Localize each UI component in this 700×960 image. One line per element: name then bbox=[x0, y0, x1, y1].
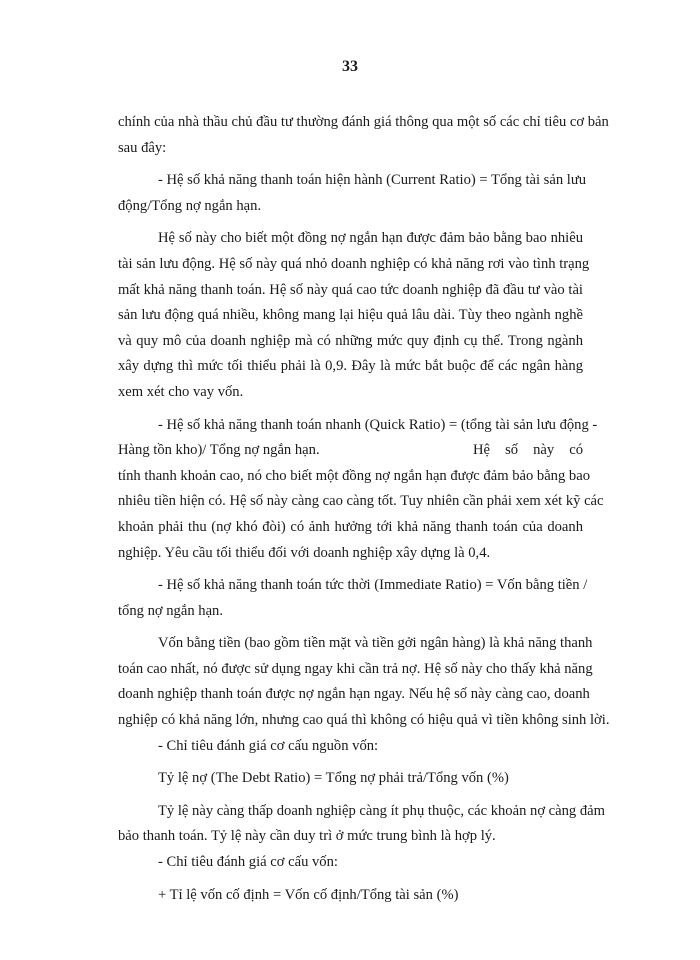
text-line: sản lưu động quá nhiều, không mang lại hiệu quả lâu dài. Tùy theo ngành nghề bbox=[118, 307, 583, 324]
text-line: bảo thanh toán. Tỷ lệ này cần duy trì ở mức trung bình là hợp lý. bbox=[118, 828, 496, 845]
text-line: chính của nhà thầu chủ đầu tư thường đánh giá thông qua một số các chỉ tiêu cơ bản bbox=[118, 114, 609, 130]
text-line: khoản phải thu (nợ khó đòi) có ảnh hưởng tới khả năng thanh toán của doanh bbox=[118, 518, 583, 535]
text-line: - Chỉ tiêu đánh giá cơ cấu vốn: bbox=[158, 854, 338, 871]
text-line: Hệ số này cho biết một đồng nợ ngắn hạn được đảm bảo bằng bao nhiêu bbox=[158, 230, 583, 247]
paragraph-intro bbox=[118, 110, 609, 161]
text-line: toán cao nhất, nó được sử dụng ngay khi cần trả nợ. Hệ số này cho thấy khả năng bbox=[118, 660, 593, 677]
text-line: tổng nợ ngắn hạn. bbox=[118, 602, 223, 619]
text-line: xem xét cho vay vốn. bbox=[118, 383, 244, 400]
text-line: Vốn bằng tiền (bao gồm tiền mặt và tiền gởi ngân hàng) là khả năng thanh bbox=[158, 635, 593, 652]
text-line: tính thanh khoản cao, nó cho biết một đồng nợ ngắn hạn được đảm bảo bằng bao bbox=[118, 467, 590, 484]
paragraph-debt-ratio bbox=[118, 766, 583, 792]
text-fragment: Hàng tồn kho)/ Tổng nợ ngắn hạn. bbox=[118, 442, 320, 459]
text-line: tài sản lưu động. Hệ số này quá nhỏ doanh nghiệp có khả năng rơi vào tình trạng bbox=[118, 255, 590, 272]
text-line: - Hệ số khả năng thanh toán nhanh (Quick Ratio) = (tổng tài sản lưu động - bbox=[158, 416, 598, 433]
paragraph-cash-explanation bbox=[118, 631, 610, 733]
paragraph-current-ratio-explanation bbox=[118, 226, 590, 405]
paragraph-quick-ratio bbox=[118, 413, 604, 567]
page-number: 33 bbox=[342, 58, 358, 75]
paragraph-capital-structure-heading bbox=[118, 850, 583, 876]
text-line-split bbox=[118, 438, 583, 464]
text-line: động/Tổng nợ ngắn hạn. bbox=[118, 197, 262, 214]
text-line: và quy mô của doanh nghiệp mà có những mức quy định cụ thể. Trong ngành bbox=[118, 332, 583, 349]
paragraph-debt-ratio-explanation bbox=[118, 799, 606, 850]
text-fragment: Hệ số này có bbox=[473, 442, 583, 459]
text-line: Tỷ lệ này càng thấp doanh nghiệp càng ít phụ thuộc, các khoản nợ càng đảm bbox=[158, 802, 606, 819]
body-text bbox=[118, 110, 610, 908]
text-line: - Hệ số khả năng thanh toán hiện hành (Current Ratio) = Tổng tài sản lưu bbox=[158, 172, 587, 189]
text-line: + Tỉ lệ vốn cố định = Vốn cố định/Tổng tài sản (%) bbox=[158, 886, 459, 903]
text-line: Tỷ lệ nợ (The Debt Ratio) = Tổng nợ phải trả/Tổng vốn (%) bbox=[158, 770, 509, 787]
paragraph-immediate-ratio bbox=[118, 573, 588, 624]
text-line: xây dựng thì mức tối thiểu phải là 0,9. Đây là mức bắt buộc để các ngân hàng bbox=[118, 358, 583, 375]
text-line: sau đây: bbox=[118, 139, 167, 156]
text-line: nhiêu tiền hiện có. Hệ số này càng cao càng tốt. Tuy nhiên cần phải xem xét kỹ các bbox=[118, 493, 604, 510]
paragraph-fixed-capital-ratio bbox=[118, 883, 583, 909]
text-line: doanh nghiệp thanh toán được nợ ngắn hạn ngay. Nếu hệ số này càng cao, doanh bbox=[118, 686, 590, 703]
text-line: - Chỉ tiêu đánh giá cơ cấu nguồn vốn: bbox=[158, 737, 379, 754]
text-line: mất khả năng thanh toán. Hệ số này quá cao tức doanh nghiệp đã đầu tư vào tài bbox=[118, 281, 583, 298]
paragraph-capital-source-heading bbox=[118, 734, 583, 760]
text-line: nghiệp có khả năng lớn, nhưng cao quá thì không có hiệu quả vì tiền không sinh lời. bbox=[118, 712, 610, 729]
text-line: nghiệp. Yêu cầu tối thiểu đối với doanh nghiệp xây dựng là 0,4. bbox=[118, 544, 491, 561]
paragraph-current-ratio bbox=[118, 168, 587, 219]
text-line: - Hệ số khả năng thanh toán tức thời (Immediate Ratio) = Vốn bằng tiền / bbox=[158, 577, 588, 594]
